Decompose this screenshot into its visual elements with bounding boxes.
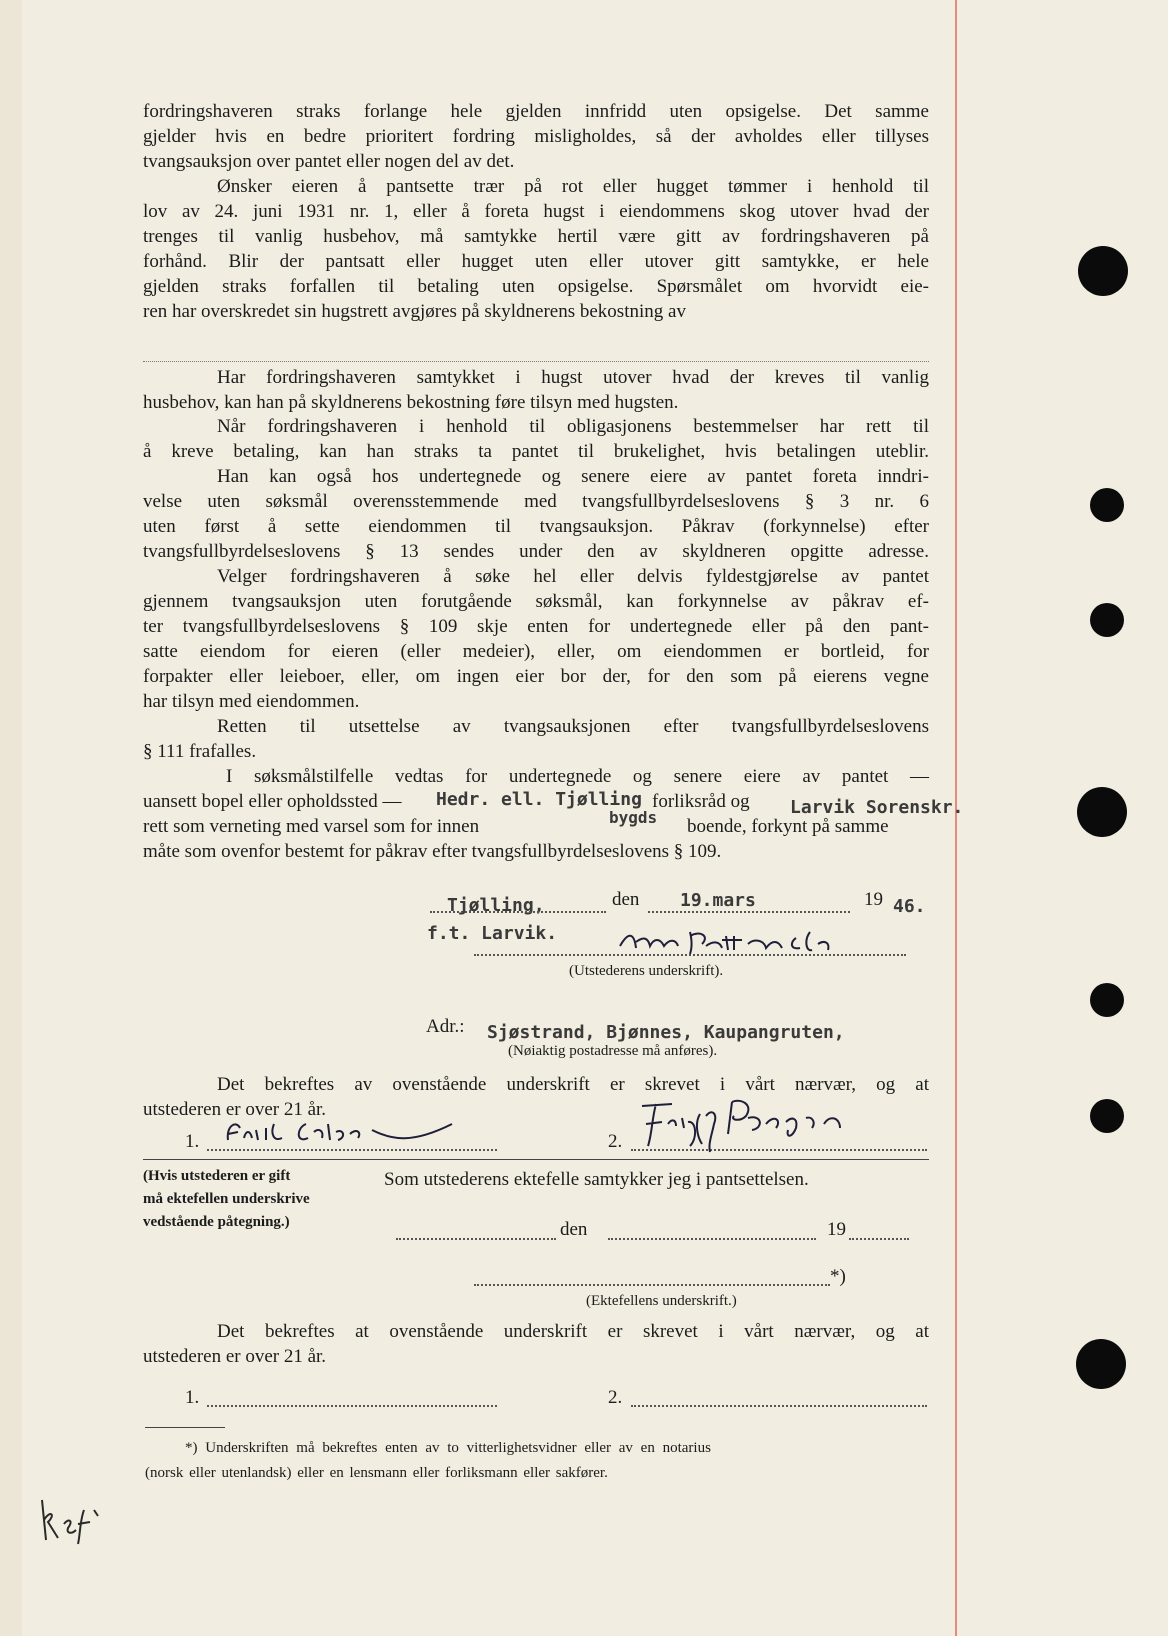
issuer-signature-caption: (Utstederens underskrift). [569,963,724,979]
text-line: Han kan også hos undertegnede og senere eiere av pantet foreta inndri- [217,466,929,487]
punch-hole [1078,246,1128,296]
typed-address: Sjøstrand, Bjønnes, Kaupangruten, [487,1022,845,1043]
text-line: tvangsauksjon over pantet eller nogen del av det. [143,151,515,172]
footnote-text: (norsk eller utenlandsk) eller en lensmann eller forliksmann eller sakfører. [145,1465,608,1481]
spouse-year-dots [849,1238,909,1240]
witness-2-number: 2. [608,1131,623,1152]
place-dots [430,911,606,913]
text-line: gjelder hvis en bedre prioritert fordring misligholdes, så der avholdes eller tillyses [143,126,929,147]
section-divider [143,361,929,362]
spouse-place-dots [396,1238,556,1240]
text-line: I søksmålstilfelle vedtas for undertegnede og senere eiere av pantet — [226,766,929,787]
text-line: boende, forkynt på samme [687,816,889,837]
punch-hole [1077,787,1127,837]
typed-bygds: bygds [609,808,658,827]
text-line: ren har overskredet sin hugstrett avgjøres på skyldnerens bekostning av [143,301,686,322]
typed-forliksrad: Hedr. ell. Tjølling [436,789,642,810]
spouse-date-label: den [560,1219,588,1240]
text-line: rett som verneting med varsel som for innen [143,816,480,837]
text-line: å kreve betaling, kan han straks ta pantet til brukelighet, hvis betalingen uteblir. [143,441,929,462]
text-line: Når fordringshaveren i henhold til obligasjonens bestemmelser har rett til [217,416,929,437]
text-line: Retten til utsettelse av tvangsauksjonen efter tvangsfullbyrdelseslovens [217,716,929,737]
spouse-note: vedstående påtegning.) [143,1214,290,1230]
footnote-text: *) Underskriften må bekreftes enten av to vitterlighetsvidner eller av en notarius [185,1440,711,1456]
spouse-signature-caption: (Ektefellens underskrift.) [586,1293,737,1309]
text-line: ter tvangsfullbyrdelseslovens § 109 skje enten for undertegnede eller på den pant- [143,616,929,637]
punch-hole [1076,1339,1126,1389]
text-line: forpakter eller leieboer, eller, om ingen eier bor der, for den som på eierens vegne [143,666,929,687]
witness-text: utstederen er over 21 år. [143,1099,327,1120]
text-line: fordringshaveren straks forlange hele gjelden innfridd uten opsigelse. Det samme [143,101,929,122]
witness-2-signature [636,1094,906,1154]
address-caption: (Nøiaktig postadresse må anføres). [508,1043,718,1059]
year-label: 19 [864,889,883,910]
margin-rule [955,0,957,1636]
spouse-signature-dots [474,1284,830,1286]
text-line: satte eiendom for eieren (eller medeier), eller, om eiendommen er bortleid, for [143,641,929,662]
text-line: uansett bopel eller opholdssted — [143,791,402,812]
witness-text: Det bekreftes at ovenstående underskrift er skrevet i vårt nærvær, og at [217,1321,929,1342]
witness-2-dots [631,1405,927,1407]
text-line: gjennem tvangsauksjon uten forutgående søksmål, kan forkynnelse av påkrav ef- [143,591,929,612]
text-line: har tilsyn med eiendommen. [143,691,360,712]
text-line: Velger fordringshaveren å søke hel eller delvis fyldestgjørelse av pantet [217,566,929,587]
text-line: § 111 frafalles. [143,741,257,762]
typed-place: Tjølling, [447,895,545,916]
witness-1-signature [222,1110,482,1155]
witness-2-number: 2. [608,1387,623,1408]
date-dots [648,911,850,913]
spouse-date-dots [608,1238,816,1240]
witness-1-number: 1. [185,1131,200,1152]
text-line: måte som ovenfor bestemt for påkrav efter tvangsfullbyrdelseslovens § 109. [143,841,722,862]
punch-hole [1090,983,1124,1017]
date-label: den [612,889,640,910]
text-line: Ønsker eieren å pantsette trær på rot eller hugget tømmer i henhold til [217,176,929,197]
punch-hole [1090,488,1124,522]
spouse-note: (Hvis utstederen er gift [143,1168,291,1184]
witness-1-number: 1. [185,1387,200,1408]
spouse-consent-text: Som utstederens ektefelle samtykker jeg i pantsettelsen. [384,1169,809,1190]
text-line: Har fordringshaveren samtykket i hugst utover hvad der kreves til vanlig [217,367,929,388]
spouse-asterisk: *) [830,1266,846,1287]
text-line: forhånd. Blir der pantsatt eller hugget uten eller utover gitt samtykke, er hele [143,251,929,272]
text-line: lov av 24. juni 1931 nr. 1, eller å foreta hugst i eiendommens skog utover hvad der [143,201,929,222]
margin-handwriting [32,1480,122,1550]
witness-text: Det bekreftes av ovenstående underskrift er skrevet i vårt nærvær, og at [217,1074,929,1095]
text-line: trenges til vanlig husbehov, må samtykke hertil være gitt av fordringshaveren på [143,226,929,247]
footnote-rule [145,1427,225,1428]
witness-text: utstederen er over 21 år. [143,1346,327,1367]
spouse-note: må ektefellen underskrive [143,1191,310,1207]
typed-year: 46. [893,896,926,917]
text-line: tvangsfullbyrdelseslovens § 13 sendes under den av skyldneren opgitte adresse. [143,541,929,562]
typed-date: 19.mars [680,890,756,911]
text-line: velse uten søksmål overensstemmende med tvangsfullbyrdelseslovens § 3 nr. 6 [143,491,929,512]
punch-hole [1090,1099,1124,1133]
text-line: gjelden straks forfallen til betaling uten opsigelse. Spørsmålet om hvorvidt eie- [143,276,929,297]
punch-hole [1090,603,1124,637]
witness-1-dots [207,1405,497,1407]
typed-pr: f.t. Larvik. [427,923,558,944]
spouse-year-label: 19 [827,1219,846,1240]
text-line: husbehov, kan han på skyldnerens bekostning føre tilsyn med hugsten. [143,392,679,413]
section-rule [143,1159,929,1160]
typed-sorenskriveri: Larvik Sorenskr. [790,797,964,818]
text-line: uten først å sette eiendommen til tvangsauksjon. Påkrav (forkynnelse) efter [143,516,929,537]
address-label: Adr.: [426,1016,465,1037]
text-line: forliksråd og [652,791,750,812]
